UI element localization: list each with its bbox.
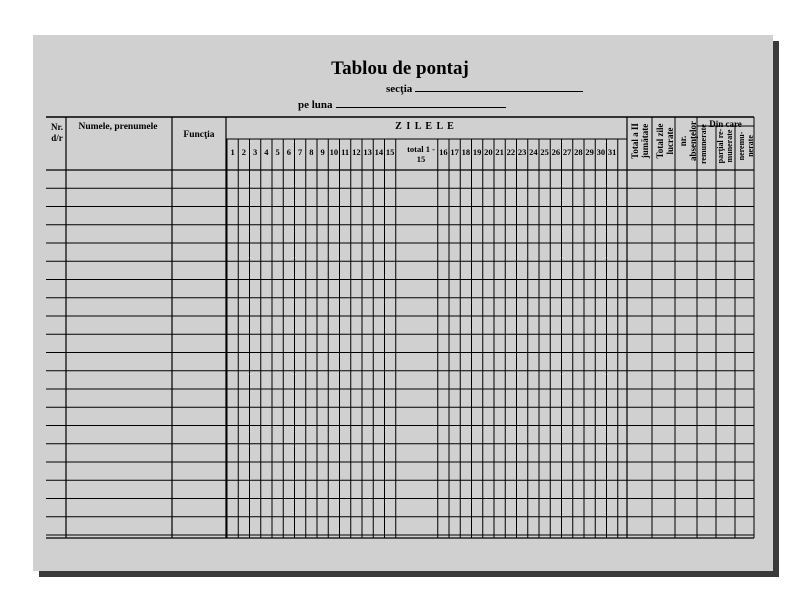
day-number: 1 — [230, 147, 235, 157]
day-number: 6 — [286, 147, 291, 157]
day-number: 7 — [298, 147, 303, 157]
day-number: 31 — [607, 147, 617, 157]
sectia-label: secţia — [386, 83, 413, 95]
nume-header: Numele, prenumele — [78, 122, 158, 132]
day-number: 20 — [484, 147, 493, 157]
partial-remunerate-header: parţial re-munerate — [716, 128, 734, 164]
day-number: 21 — [495, 147, 504, 157]
nr-absente-header: nr. absenţelor — [678, 121, 698, 161]
day-number: 3 — [253, 147, 258, 157]
day-number: 18 — [461, 147, 471, 157]
form-title: Tablou de pontaj — [331, 58, 469, 79]
day-number: 22 — [506, 147, 516, 157]
day-number: 24 — [529, 147, 538, 157]
day-number: 13 — [363, 147, 372, 157]
total-1-15-header: total 1 - 15 — [407, 144, 435, 164]
day-number: 12 — [352, 147, 361, 157]
day-number: 10 — [329, 147, 339, 157]
day-number: 17 — [450, 147, 459, 157]
functia-header: Funcţia — [183, 130, 215, 140]
day-number: 8 — [309, 147, 314, 157]
day-number: 26 — [551, 147, 561, 157]
day-number: 27 — [562, 147, 572, 157]
day-number: 28 — [574, 147, 583, 157]
day-number: 9 — [320, 147, 325, 157]
luna-label: pe luna — [298, 99, 333, 111]
day-number: 25 — [540, 147, 549, 157]
day-number: 11 — [341, 147, 350, 157]
day-number: 4 — [264, 147, 269, 157]
day-number: 19 — [472, 147, 482, 157]
day-number: 15 — [385, 147, 395, 157]
day-number: 30 — [596, 147, 606, 157]
total-zile-header: Total zile lucrate — [655, 123, 675, 159]
remunerate-header: remunerate — [699, 124, 708, 164]
neremunerate-header: neremu-nerate — [737, 131, 755, 161]
total-ii-header: Total a II jumătate — [630, 123, 650, 159]
zilele-header: Z I L E L E — [395, 121, 455, 132]
day-number: 14 — [374, 147, 384, 157]
din-care-header: Din care — [709, 119, 742, 129]
day-number: 23 — [517, 147, 527, 157]
day-number: 29 — [585, 147, 594, 157]
day-number: 5 — [275, 147, 280, 157]
nr-header: Nr. d/r — [51, 122, 63, 143]
day-number: 2 — [241, 147, 246, 157]
day-number: 16 — [439, 147, 448, 157]
